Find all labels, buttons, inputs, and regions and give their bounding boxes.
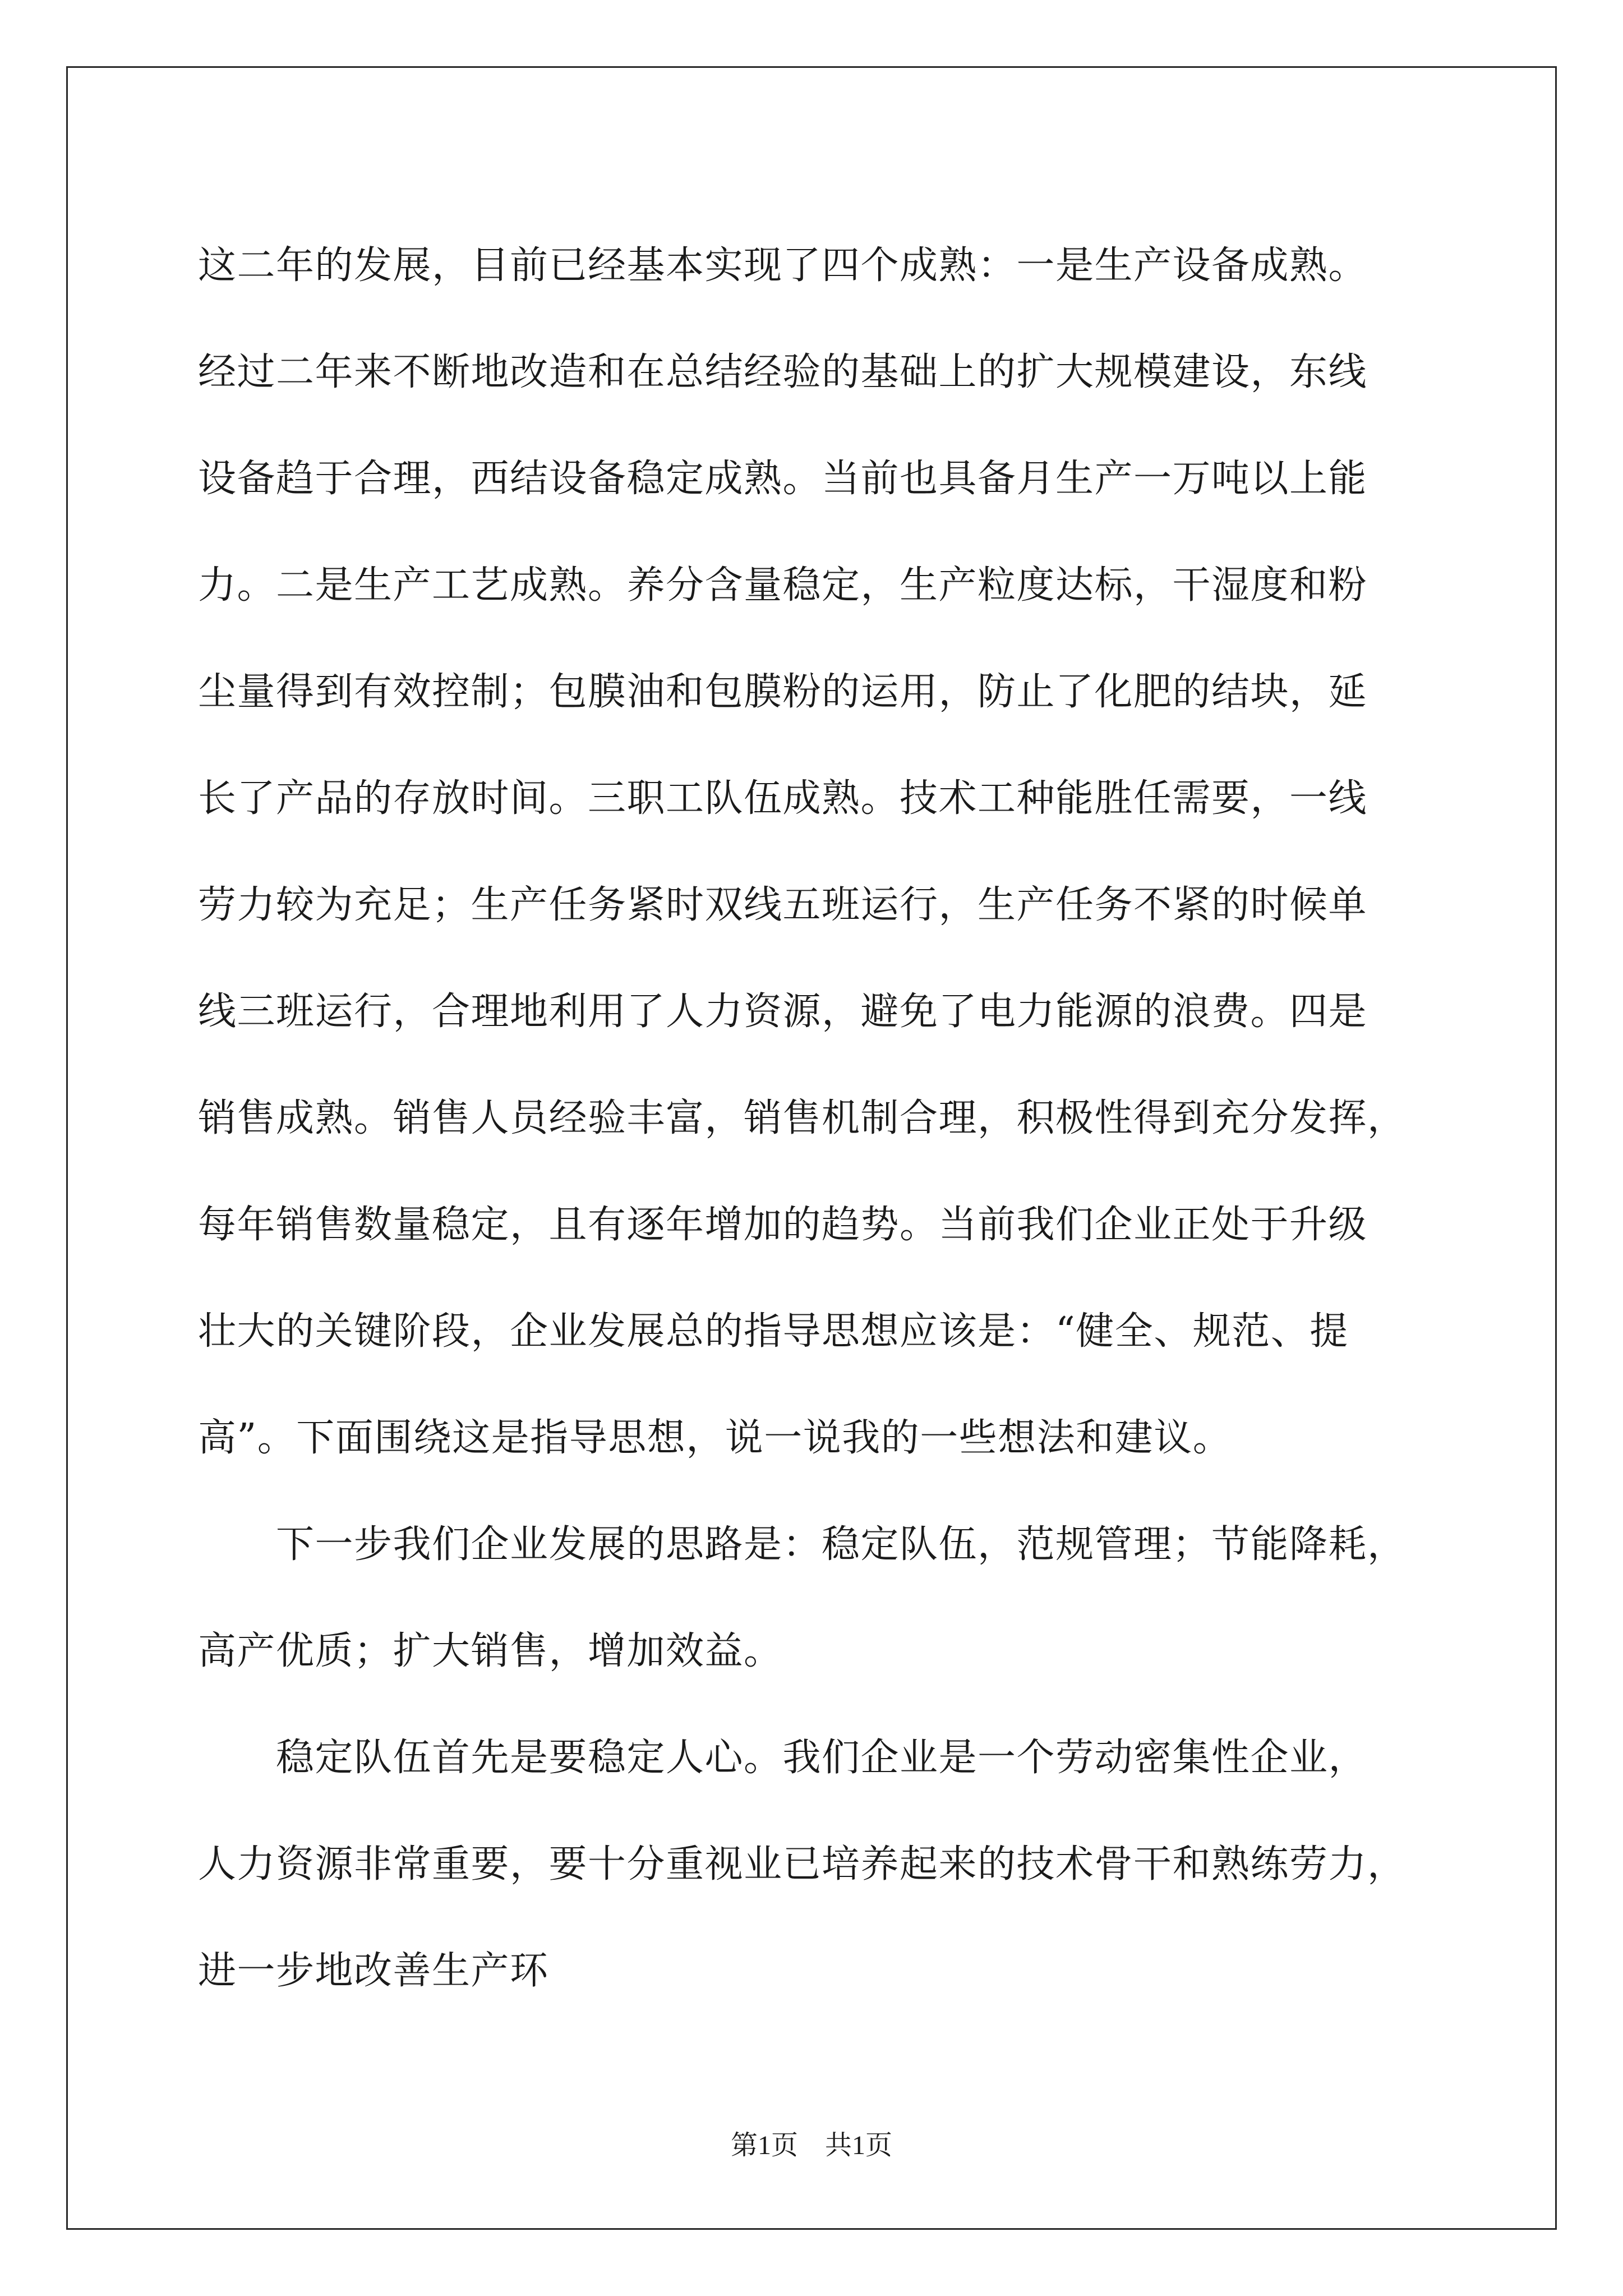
text-line: 尘量得到有效控制；包膜油和包膜粉的运用，防止了化肥的结块，延 [198,670,1368,714]
text-line: 进一步地改善生产环 [198,1949,549,1993]
text-line: 高”。下面围绕这是指导思想，说一说我的一些想法和建议。 [198,1416,1232,1460]
text-line: 壮大的关键阶段，企业发展总的指导思想应该是：“健全、规范、提 [198,1309,1349,1354]
text-line: 这二年的发展，目前已经基本实现了四个成熟：一是生产设备成熟。 [198,243,1368,288]
text-line: 每年销售数量稳定，且有逐年增加的趋势。当前我们企业正处于升级 [198,1203,1368,1247]
text-line: 劳力较为充足；生产任务紧时双线五班运行，生产任务不紧的时候单 [198,883,1368,927]
document-body [198,213,1449,2024]
text-line: 力。二是生产工艺成熟。养分含量稳定，生产粒度达标，干湿度和粉 [198,563,1368,608]
text-line: 线三班运行，合理地利用了人力资源，避免了电力能源的浪费。四是 [198,990,1368,1034]
text-line: 长了产品的存放时间。三职工队伍成熟。技术工种能胜任需要，一线 [198,776,1368,821]
text-line: 设备趋于合理，西结设备稳定成熟。当前也具备月生产一万吨以上能 [198,457,1368,501]
page-number-footer: 第1页 共1页 [730,2131,892,2160]
paragraph-first-line: 下一步我们企业发展的思路是：稳定队伍，范规管理；节能降耗， [198,1522,1407,1567]
text-line: 人力资源非常重要，要十分重视业已培养起来的技术骨干和熟练劳力， [198,1842,1407,1887]
text-line: 销售成熟。销售人员经验丰富，销售机制合理，积极性得到充分发挥， [198,1096,1407,1140]
paragraph-first-line: 稳定队伍首先是要稳定人心。我们企业是一个劳动密集性企业， [198,1736,1368,1780]
text-line: 经过二年来不断地改造和在总结经验的基础上的扩大规模建设，东线 [198,350,1368,394]
text-line: 高产优质；扩大销售，增加效益。 [198,1629,783,1673]
